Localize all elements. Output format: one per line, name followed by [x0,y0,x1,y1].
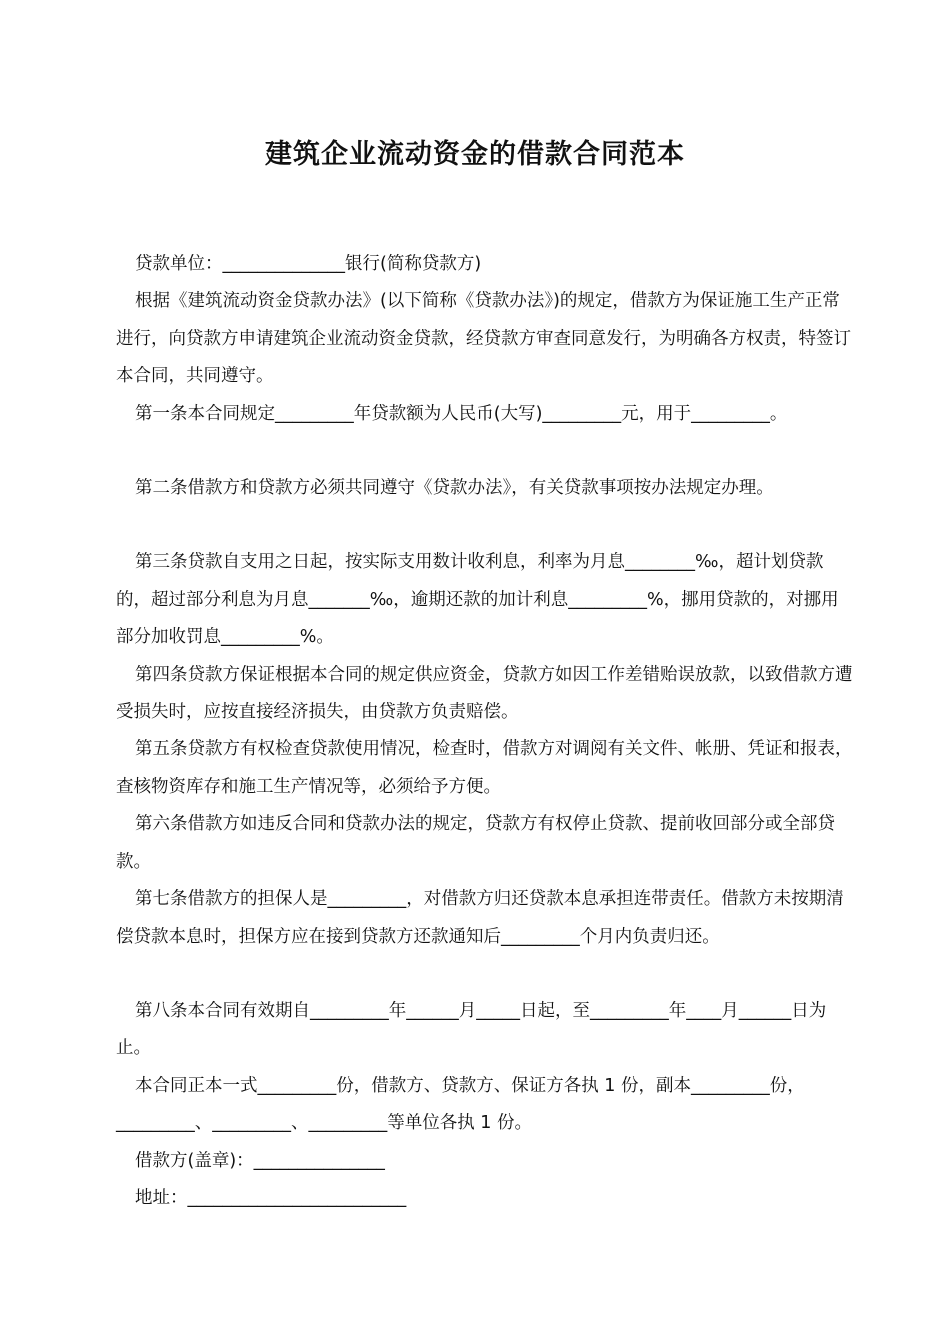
document-body [116,246,856,1217]
lender-unit-line: 贷款单位：______________银行(简称贷款方) [135,254,482,274]
article-5: 第五条贷款方有权检查贷款使用情况，检查时，借款方对调阅有关文件、帐册、凭证和报表，查核物资库存和施工生产情况等，必须给予方便。 [116,739,853,797]
spacer [116,507,856,544]
preamble-paragraph: 根据《建筑流动资金贷款办法》(以下简称《贷款办法》)的规定，借款方为保证施工生产正常进行，向贷款方申请建筑企业流动资金贷款，经贷款方审查同意发行，为明确各方权责，特签订本合同，共同遵守。 [116,291,851,387]
spacer [116,956,856,993]
article-6: 第六条借款方如违反合同和贷款办法的规定，贷款方有权停止贷款、提前收回部分或全部贷款。 [116,814,835,872]
article-4: 第四条贷款方保证根据本合同的规定供应资金，贷款方如因工作差错贻误放款，以致借款方遭受损失时，应按直接经济损失，由贷款方负责赔偿。 [116,664,853,723]
spacer [116,433,856,470]
document-title: 建筑企业流动资金的借款合同范本 [265,139,685,170]
article-7: 第七条借款方的担保人是_________，对借款方归还贷款本息承担连带责任。借款方未按期清偿贷款本息时，担保方应在接到贷款方还款通知后_________个月内负责归还。 [116,889,844,947]
address-line: 地址：_________________________ [135,1187,407,1208]
copies-clause: 本合同正本一式_________份，借款方、贷款方、保证方各执 1 份，副本_________份，_________、_________、_________等单位各执 1 份。 [116,1075,805,1134]
article-3: 第三条贷款自支用之日起，按实际支用数计收利息，利率为月息________‰，超计划贷款的，超过部分利息为月息_______‰，逾期还款的加计利息_________%，挪用贷款的，对挪用部分加收罚息_________%。 [116,552,839,648]
article-8: 第八条本合同有效期自_________年______月_____日起，至_________年____月______日为止。 [116,1000,827,1059]
article-1: 第一条本合同规定_________年贷款额为人民币(大写)_________元，用于_________。 [135,403,788,424]
article-2: 第二条借款方和贷款方必须共同遵守《贷款办法》，有关贷款事项按办法规定办理。 [135,478,774,499]
borrower-seal-line: 借款方(盖章)：_______________ [135,1150,385,1171]
